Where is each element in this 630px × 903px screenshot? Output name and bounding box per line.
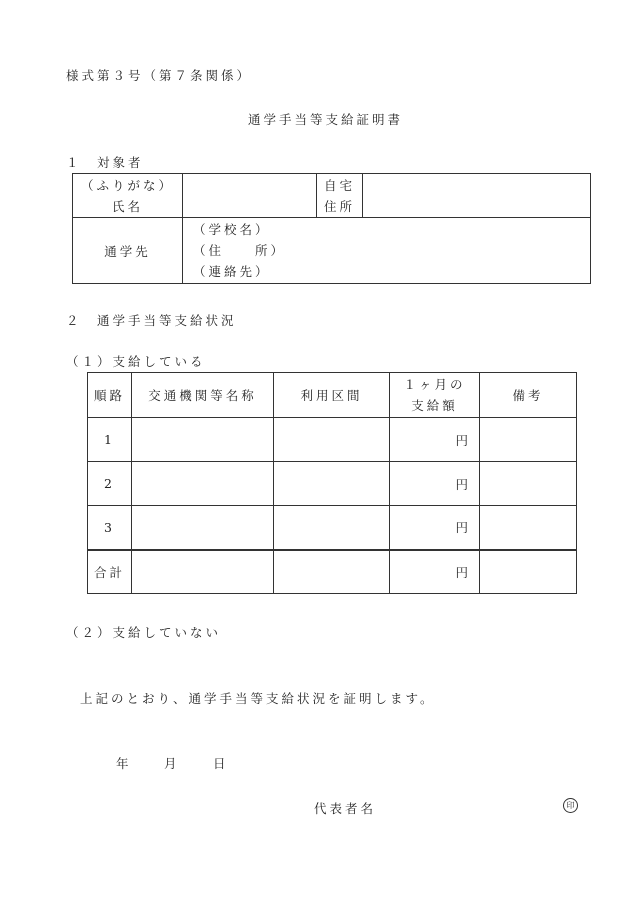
col-monthly-line1: １ヶ月の — [403, 377, 466, 392]
row-number: 1 — [88, 418, 132, 462]
representative-label: 代表者名 — [314, 801, 377, 816]
row-number: 3 — [88, 506, 132, 550]
total-transport-field[interactable] — [132, 550, 274, 594]
remarks-field[interactable] — [480, 506, 577, 550]
col-order-header: 順路 — [88, 373, 132, 418]
remarks-field[interactable] — [480, 418, 577, 462]
transport-field[interactable] — [132, 462, 274, 506]
date-month-label: 月 — [164, 756, 180, 771]
amount-field[interactable]: 円 — [390, 462, 480, 506]
transport-field[interactable] — [132, 418, 274, 462]
table-row — [88, 506, 577, 550]
transport-field[interactable] — [132, 506, 274, 550]
total-label: 合計 — [88, 550, 132, 594]
total-section-field[interactable] — [274, 550, 390, 594]
allowance-table — [87, 372, 577, 594]
form-number: 様式第３号（第７条関係） — [66, 68, 253, 83]
certify-text: 上記のとおり、通学手当等支給状況を証明します。 — [80, 691, 436, 706]
school-name-label: （学校名） — [193, 222, 271, 237]
document-title: 通学手当等支給証明書 — [248, 112, 404, 127]
name-label-cell — [73, 174, 183, 218]
amount-field[interactable]: 円 — [390, 418, 480, 462]
total-remarks-field[interactable] — [480, 550, 577, 594]
furigana-label: （ふりがな） — [80, 177, 174, 193]
col-monthly-header — [390, 373, 480, 418]
date-day-label: 日 — [213, 756, 229, 771]
section-field[interactable] — [274, 462, 390, 506]
home-label-2: 住所 — [323, 198, 355, 214]
col-remarks-header: 備考 — [480, 373, 577, 418]
col-section-header: 利用区間 — [274, 373, 390, 418]
home-label-1: 自宅 — [323, 177, 355, 193]
section2-heading: ２ 通学手当等支給状況 — [66, 313, 237, 328]
home-address-label-cell — [317, 174, 363, 218]
total-row — [88, 550, 577, 594]
table-row — [88, 462, 577, 506]
school-address-label: （住 所） — [193, 243, 287, 258]
section1-heading: １ 対象者 — [66, 155, 144, 170]
not-paid-heading: （２）支給していない — [66, 625, 222, 640]
target-person-table — [72, 173, 591, 284]
table-row — [88, 418, 577, 462]
paid-heading: （１）支給している — [66, 354, 206, 369]
date-year-label: 年 — [116, 756, 132, 771]
home-address-field[interactable] — [363, 174, 591, 218]
section-field[interactable] — [274, 506, 390, 550]
remarks-field[interactable] — [480, 462, 577, 506]
row-number: 2 — [88, 462, 132, 506]
school-info-field[interactable] — [183, 218, 591, 284]
total-amount-field[interactable]: 円 — [390, 550, 480, 594]
table-header-row — [88, 373, 577, 418]
name-label: 氏名 — [111, 198, 143, 214]
col-monthly-line2: 支給額 — [411, 398, 458, 413]
amount-field[interactable]: 円 — [390, 506, 480, 550]
section-field[interactable] — [274, 418, 390, 462]
seal-mark: 印 — [563, 798, 578, 813]
school-label: 通学先 — [73, 218, 183, 284]
col-transport-header: 交通機関等名称 — [132, 373, 274, 418]
school-contact-label: （連絡先） — [193, 264, 271, 279]
name-field[interactable] — [183, 174, 317, 218]
